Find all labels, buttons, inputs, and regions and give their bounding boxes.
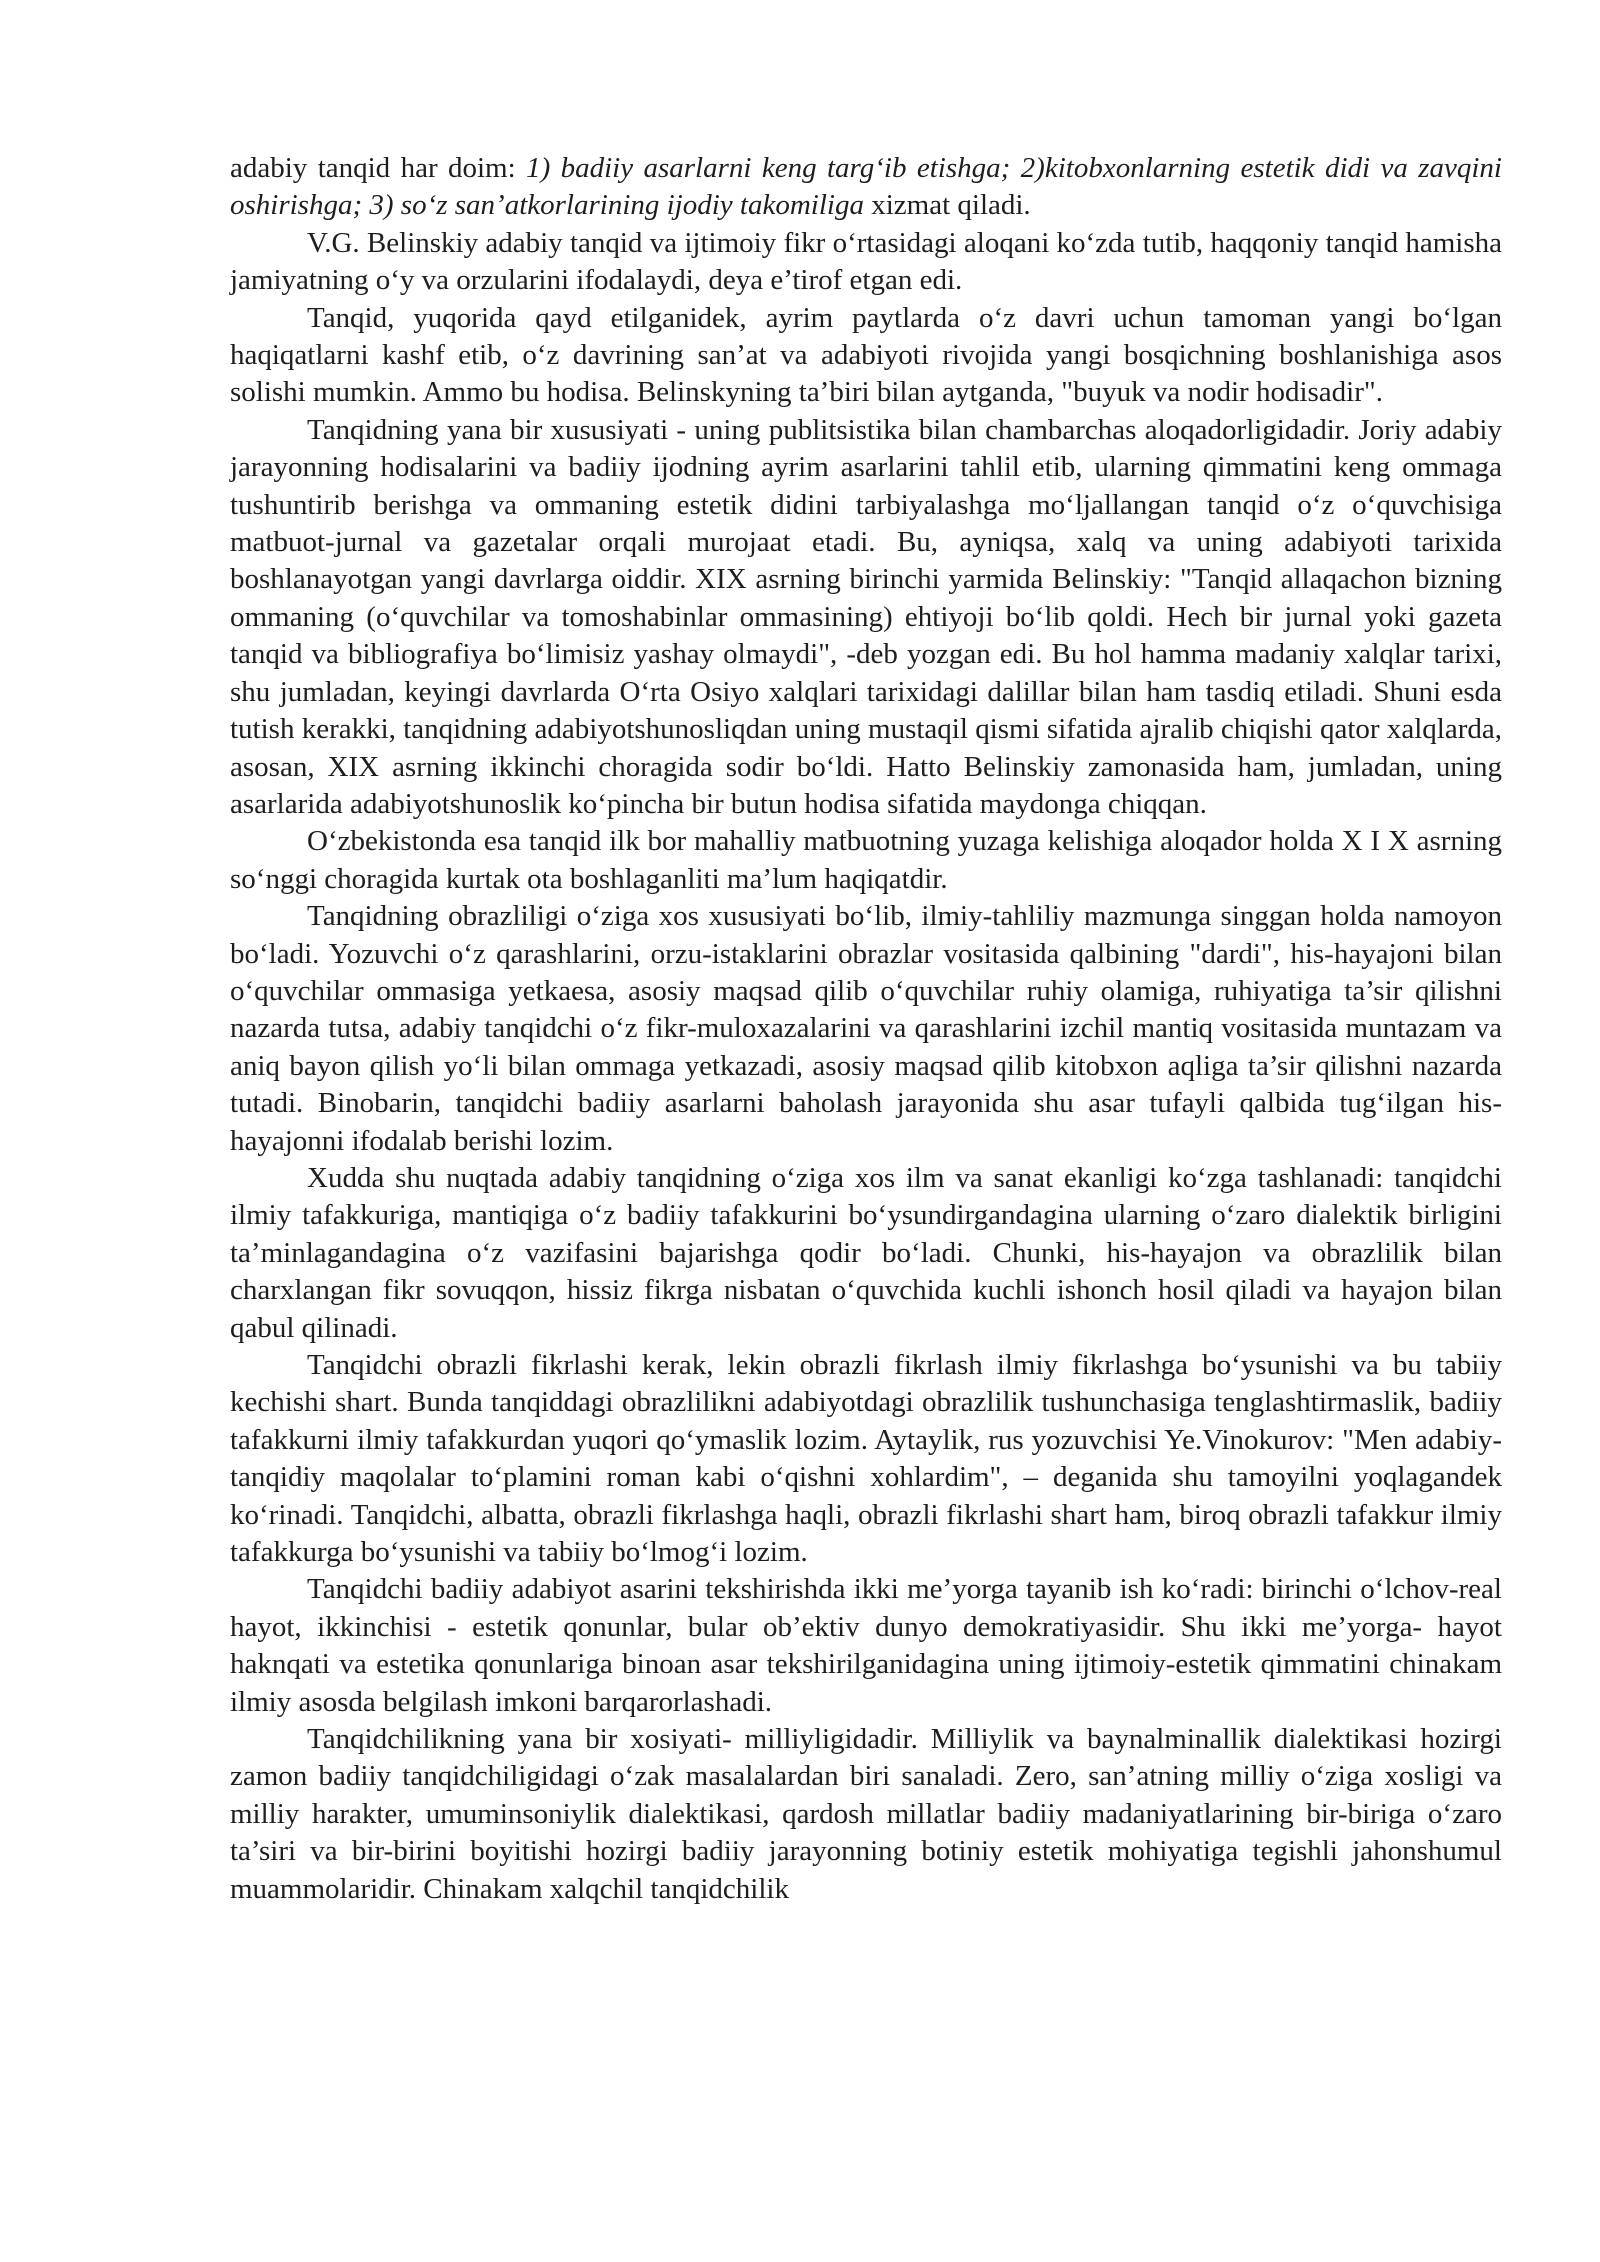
document-page: [230, 150, 1502, 1908]
paragraph-1: [230, 150, 1502, 225]
paragraph-1-tail: xizmat qiladi.: [863, 189, 1031, 222]
paragraph-7: Xudda shu nuqtada adabiy tanqidning o‘ziga xos ilm va sanat ekanligi ko‘zga tashlanadi: tanqidchi ilmiy tafakkuriga, mantiqiga o‘z badiiy tafakkurini bo‘ysundirgandagina ularning o‘zaro dialektik birligini ta’minlagandagina o‘z vazifasini bajarishga qodir bo‘ladi. Chunki, his-hayajon va obrazlilik bilan charxlangan fikr sovuqqon, hissiz fikrga nisbatan o‘quvchida kuchli ishonch hosil qiladi va hayajon bilan qabul qilinadi.: [230, 1161, 1502, 1344]
paragraph-2: V.G. Belinskiy adabiy tanqid va ijtimoiy fikr o‘rtasidagi aloqani ko‘zda tutib, haqqoniy tanqid hamisha jamiyatning o‘y va orzularini ifodalaydi, deya e’tirof etgan edi.: [230, 226, 1502, 297]
paragraph-1-lead: adabiy tanqid har doim:: [230, 152, 527, 184]
paragraph-8: Tanqidchi obrazli fikrlashi kerak, lekin obrazli fikrlash ilmiy fikrlashga bo‘ysunishi va bu tabiiy kechishi shart. Bunda tanqiddagi obrazlilikni adabiyotdagi obrazlilik tushunchasiga tenglashtirmaslik, badiiy tafakkurni ilmiy tafakkurdan yuqori qo‘ymaslik lozim. Aytaylik, rus yozuvchisi Ye.Vinokurov: "Men adabiy-tanqidiy maqolalar to‘plamini roman kabi o‘qishni xohlardim", – deganida shu tamoyilni yoqlagandek ko‘rinadi. Tanqidchi, albatta, obrazli fikrlashga haqli, obrazli fikrlashi shart ham, biroq obrazli tafakkur ilmiy tafakkurga bo‘ysunishi va tabiiy bo‘lmog‘i lozim.: [230, 1349, 1502, 1569]
paragraph-10: Tanqidchilikning yana bir xosiyati- milliyligidadir. Milliylik va baynalminallik dialektikasi hozirgi zamon badiiy tanqidchiligidagi o‘zak masalalardan biri sanaladi. Zero, san’atning milliy o‘ziga xosligi va milliy harakter, umuminsoniylik dialektikasi, qardosh millatlar badiiy madaniyatlarining bir-biriga o‘zaro ta’siri va bir-birini boyitishi hozirgi badiiy jarayonning botiniy estetik mohiyatiga tegishli jahonshumul muammolaridir. Chinakam xalqchil tanqidchilik: [230, 1723, 1502, 1905]
paragraph-3: Tanqid, yuqorida qayd etilganidek, ayrim paytlarda o‘z davri uchun tamoman yangi bo‘lgan haqiqatlarni kashf etib, o‘z davrining san’at va adabiyoti rivojida yangi bosqichning boshlanishiga asos solishi mumkin. Ammo bu hodisa. Belinskyning ta’biri bilan aytganda, "buyuk va nodir hodisadir".: [230, 301, 1502, 409]
paragraph-5: O‘zbekistonda esa tanqid ilk bor mahalliy matbuotning yuzaga kelishiga aloqador holda X I X asrning so‘nggi choragida kurtak ota boshlaganliti ma’lum haqiqatdir.: [230, 825, 1502, 895]
paragraph-4: Tanqidning yana bir xususiyati - uning publitsistika bilan chambarchas aloqadorligidadir. Joriy adabiy jarayonning hodisalarini va badiiy ijodning ayrim asarlarini tahlil etib, ularning qimmatini keng ommaga tushuntirib berishga va ommaning estetik didini tarbiyalashga mo‘ljallangan tanqid o‘z o‘quvchisiga matbuot-jurnal va gazetalar orqali murojaat etadi. Bu, ayniqsa, xalq va uning adabiyoti tarixida boshlanayotgan yangi davrlarga oiddir. XIX asrning birinchi yarmida Belinskiy: "Tanqid allaqachon bizning ommaning (o‘quvchilar va tomoshabinlar ommasining) ehtiyoji bo‘lib qoldi. Hech bir jurnal yoki gazeta tanqid va bibliografiya bo‘limisiz yashay olmaydi", -deb yozgan edi. Bu hol hamma madaniy xalqlar tarixi, shu jumladan, keyingi davrlarda O‘rta Osiyo xalqlari tarixidagi dalillar bilan ham tasdiq etiladi. Shuni esda tutish kerakki, tanqidning adabiyotshunosliqdan uning mustaqil qismi sifatida ajralib chiqishi qator xalqlarda, asosan, XIX asrning ikkinchi choragida sodir bo‘ldi. Hatto Belinskiy zamonasida ham, jumladan, uning asarlarida adabiyotshunoslik ko‘pincha bir butun hodisa sifatida maydonga chiqqan.: [230, 413, 1502, 820]
paragraph-6: Tanqidning obrazliligi o‘ziga xos xususiyati bo‘lib, ilmiy-tahliliy mazmunga singgan holda namoyon bo‘ladi. Yozuvchi o‘z qarashlarini, orzu-istaklarini obrazlar vositasida qalbining "dardi", his-hayajoni bilan o‘quvchilar ommasiga yetkaesa, asosiy maqsad qilib o‘quvchilar ruhiy olamiga, ruhiyatiga ta’sir qilishni nazarda tutsa, adabiy tanqidchi o‘z fikr-muloxazalarini va qarashlarini izchil mantiq vositasida muntazam va aniq bayon qilish yo‘li bilan ommaga yetkazadi, asosiy maqsad qilib kitobxon aqliga ta’sir qilishni nazarda tutadi. Binobarin, tanqidchi badiiy asarlarni baholash jarayonida shu asar tufayli qalbida tug‘ilgan his-hayajonni ifodalab berishi lozim.: [230, 900, 1502, 1157]
paragraph-9: Tanqidchi badiiy adabiyot asarini tekshirishda ikki me’yorga tayanib ish ko‘radi: birinchi o‘lchov-real hayot, ikkinchisi - estetik qonunlar, bular ob’ektiv dunyo demokratiyasidir. Shu ikki me’yorga- hayot haknqati va estetika qonunlariga binoan asar tekshirilganidagina uning ijtimoiy-estetik qimmatini chinakam ilmiy asosda belgilash imkoni barqarorlashadi.: [230, 1573, 1502, 1718]
paragraph-1-italic-list: 1) badiiy asarlarni keng targ‘ib etishga; 2)kitobxonlarning estetik didi va zavqini oshirishga; 3) so‘z san’atkorlarining ijodiy takomiliga: [230, 152, 1502, 222]
